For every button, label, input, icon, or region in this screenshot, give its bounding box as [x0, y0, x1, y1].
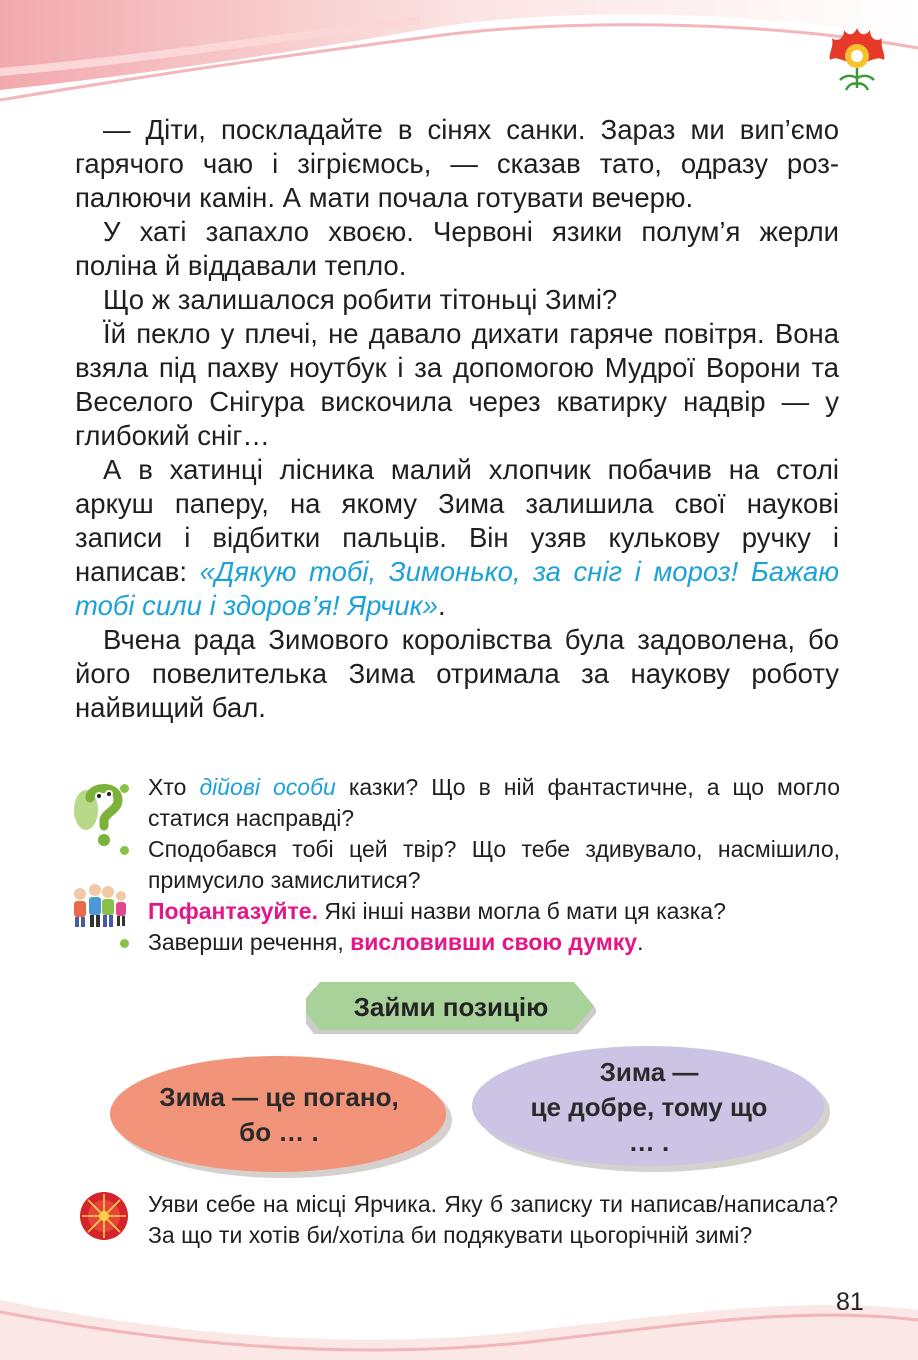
story-text	[75, 113, 839, 725]
final-task: Уяви себе на місці Ярчика. Яку б записку ти написав/написала? За що ти хотів би/хотіла би подякувати цьогорічній зимі?	[148, 1191, 838, 1248]
flower-ornament-icon	[826, 22, 888, 100]
task-text: Хто	[148, 774, 200, 800]
question-mark-icon	[72, 780, 124, 848]
task-text: Які інші назви могла б мати ця казка?	[317, 898, 726, 924]
position-label	[306, 980, 596, 1034]
task-text: Заверши речення,	[148, 929, 351, 955]
task-item	[118, 896, 840, 927]
bubble-text: Зима — це добре, тому що … .	[530, 1056, 768, 1157]
task-label: Пофантазуйте.	[148, 898, 318, 924]
round-ornament-icon	[78, 1190, 130, 1242]
paragraph-text: .	[437, 590, 446, 621]
opinion-bubble-negative	[106, 1050, 452, 1180]
opinion-bubble-positive	[466, 1040, 832, 1174]
task-list	[118, 772, 840, 958]
story-paragraph: Їй пекло у плечі, не давало дихати гаряче повітря. Вона взяла під пахву ноутбук і за допомогою Мудрої Ворони та Веселого Снігура вискочила через кватирку надвір — у глибокий сніг…	[75, 318, 839, 451]
paragraph-text: А в хатинці лісника малий хлопчик побачив на столі аркуш паперу, на якому Зима залишила свої наукові записи і відбитки пальців. Він узяв кулькову ручку і написав:	[75, 454, 839, 587]
term-link[interactable]: дійові особи	[199, 774, 336, 800]
bubble-text: Зима — це погано, бо … .	[159, 1082, 399, 1147]
position-label-text: Займи позицію	[353, 991, 549, 1022]
task-item	[118, 772, 840, 834]
story-paragraph: — Діти, поскладайте в сінях санки. Зараз ми вип’ємо гарячого чаю і зігріємось, — сказав тато, одразу розпалюючи камін. А мати почала готувати вечерю.	[75, 114, 839, 213]
story-paragraph: Вчена рада Зимового королівства була задоволена, бо його повелителька Зима отримала за наукову роботу найвищий бал.	[75, 624, 839, 723]
story-paragraph: У хаті запахло хвоєю. Червоні язики полум’я жерли поліна й віддавали тепло.	[75, 216, 839, 281]
task-text: казки? Що в ній фантастичне, а що могло статися насправді?	[148, 774, 840, 831]
task-text: .	[637, 929, 644, 955]
highlight-text: висловивши свою думку	[350, 929, 638, 955]
story-paragraph: Що ж залишалося робити тітоньці Зимі?	[103, 284, 618, 315]
story-paragraph	[75, 453, 839, 623]
page-number: 81	[836, 1288, 864, 1316]
task-item	[118, 927, 840, 958]
task-item: Сподобався тобі цей твір? Що тебе здивувало, насмішило, примусило замислитися?	[118, 834, 840, 896]
quote-text: «Дякую тобі, Зимонько, за сніг і мороз! Бажаю тобі сили і здоров’я! Ярчик»	[75, 556, 839, 621]
